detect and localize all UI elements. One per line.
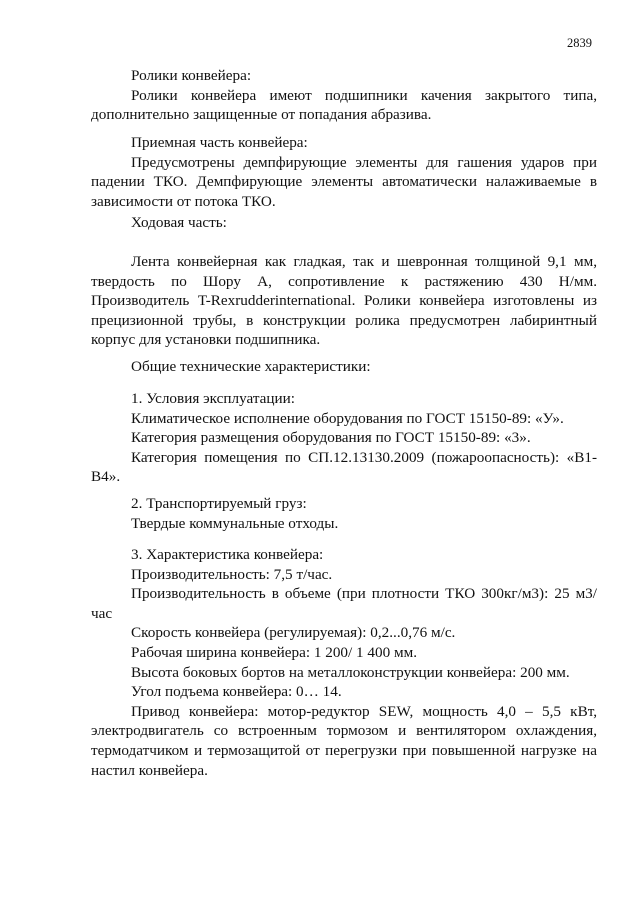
running-heading: Ходовая часть: — [131, 214, 227, 231]
conveyor-volume: Производительность в объеме (при плотности ТКО 300кг/м3): 25 м3/час — [91, 585, 597, 622]
page-number: 2839 — [567, 36, 592, 50]
rollers-text: Ролики конвейера имеют подшипники качения закрытого типа, дополнительно защищенные от попадания абразива. — [91, 86, 597, 124]
general-heading: Общие технические характеристики: — [131, 358, 371, 375]
receiving-text: Предусмотрены демпфирующие элементы для гашения ударов при падении ТКО. Демпфирующие элементы автоматически налаживаемые в зависимости от потока ТКО. — [91, 153, 597, 210]
conditions-climate: Климатическое исполнение оборудования по ГОСТ 15150-89: «У». — [131, 409, 564, 427]
conveyor-productivity: Производительность: 7,5 т/час. — [131, 565, 333, 583]
section-receiving — [91, 133, 597, 211]
receiving-heading: Приемная часть конвейера: — [131, 134, 308, 151]
section-running-heading — [91, 213, 597, 233]
conditions-placement: Категория размещения оборудования по ГОСТ 15150-89: «3». — [131, 429, 531, 447]
running-text: Лента конвейерная как гладкая, так и шевронная толщиной 9,1 мм, твердость по Шору А, сопротивление к растяжению 430 Н/мм. Производитель T-Rexrudderinternational. Ролики конвейера изготовлены из прецизионной трубы, в конструкции ролика предусмотрен лабиринтный корпус для установки подшипника. — [91, 253, 597, 349]
section-conditions — [91, 389, 597, 487]
cargo-heading: 2. Транспортируемый груз: — [131, 495, 307, 512]
section-running — [91, 252, 597, 350]
conveyor-speed: Скорость конвейера (регулируемая): 0,2...0,76 м/с. — [131, 624, 456, 642]
section-conveyor — [91, 545, 597, 780]
rollers-heading: Ролики конвейера: — [131, 67, 252, 84]
conveyor-angle: Угол подъема конвейера: 0… 14. — [131, 683, 342, 701]
conveyor-sides: Высота боковых бортов на металлоконструкции конвейера: 200 мм. — [131, 663, 570, 681]
section-rollers — [91, 66, 597, 125]
cargo-text: Твердые коммунальные отходы. — [131, 514, 339, 532]
conveyor-heading: 3. Характеристика конвейера: — [131, 546, 324, 563]
conditions-room: Категория помещения по СП.12.13130.2009 (пожароопасность): «В1-В4». — [91, 448, 597, 486]
conditions-heading: 1. Условия эксплуатации: — [131, 390, 295, 407]
conveyor-width: Рабочая ширина конвейера: 1 200/ 1 400 мм. — [131, 643, 418, 661]
section-general — [91, 357, 597, 377]
section-cargo — [91, 494, 597, 533]
conveyor-drive: Привод конвейера: мотор-редуктор SEW, мощность 4,0 – 5,5 кВт, электродвигатель со встроенным тормозом и вентилятором охлаждения, термодатчиком и термозащитой от перегрузки при повышенной нагрузке на настил конвейера. — [91, 702, 597, 779]
